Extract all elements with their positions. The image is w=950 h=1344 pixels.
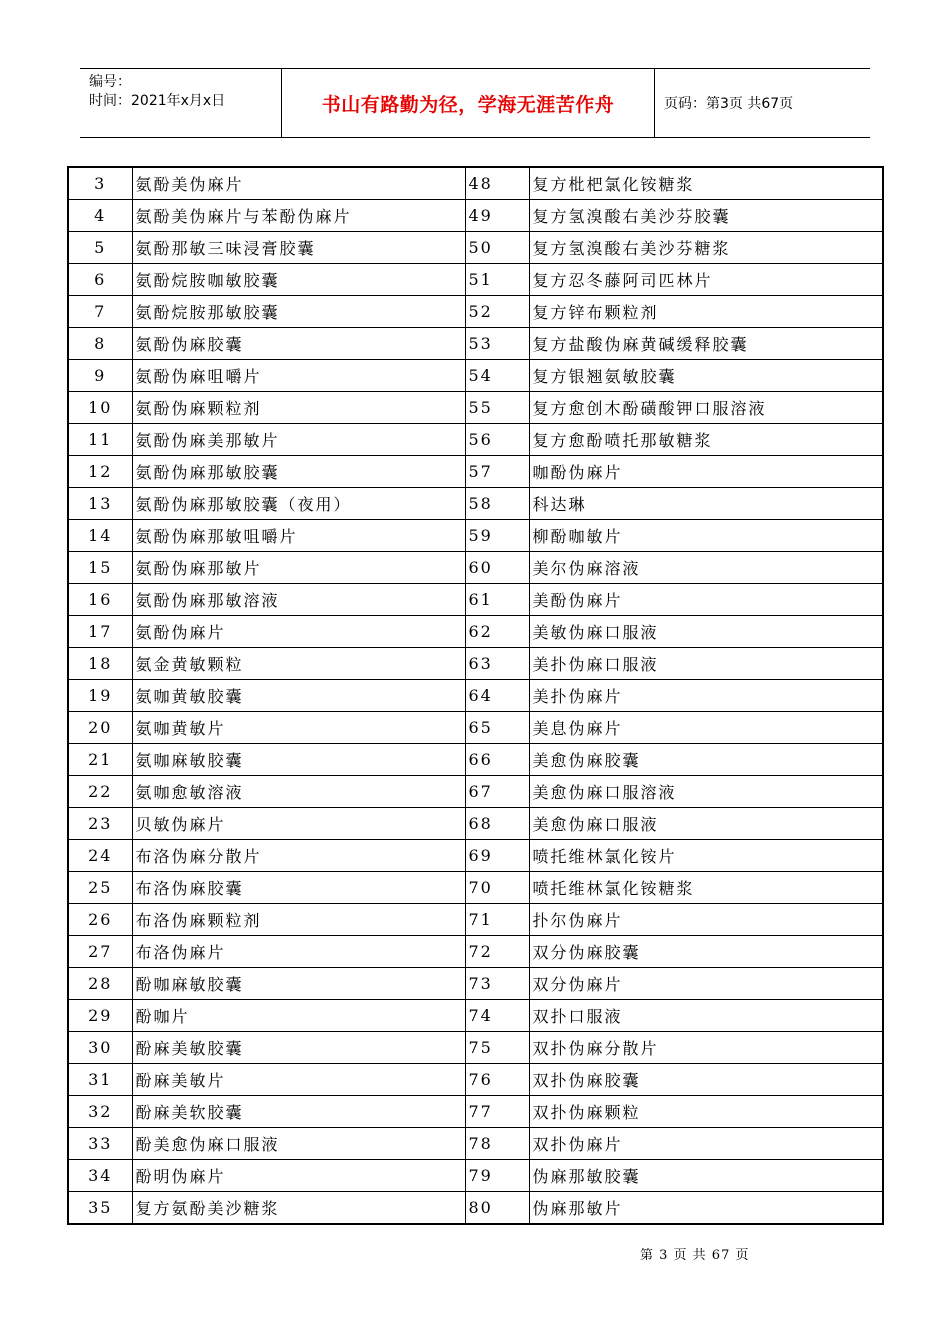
table-row (68, 648, 883, 680)
drug-name-right: 复方愈创木酚磺酸钾口服溶液 (529, 392, 883, 424)
row-number-right: 57 (465, 456, 529, 488)
table-body (68, 167, 883, 1224)
drug-name-left: 氨酚伪麻那敏溶液 (132, 584, 465, 616)
drug-list-table (67, 166, 884, 1225)
table-row (68, 1064, 883, 1096)
drug-name-left: 氨酚伪麻美那敏片 (132, 424, 465, 456)
row-number-right: 62 (465, 616, 529, 648)
table-row (68, 680, 883, 712)
row-number-right: 73 (465, 968, 529, 1000)
table-row (68, 712, 883, 744)
drug-name-left: 酚明伪麻片 (132, 1160, 465, 1192)
drug-name-right: 双扑伪麻分散片 (529, 1032, 883, 1064)
row-number-right: 74 (465, 1000, 529, 1032)
drug-name-right: 美敏伪麻口服液 (529, 616, 883, 648)
row-number-left: 28 (68, 968, 132, 1000)
drug-name-left: 氨酚伪麻颗粒剂 (132, 392, 465, 424)
drug-name-right: 双分伪麻片 (529, 968, 883, 1000)
drug-name-right: 复方氢溴酸右美沙芬糖浆 (529, 232, 883, 264)
drug-name-right: 复方银翘氨敏胶囊 (529, 360, 883, 392)
row-number-left: 11 (68, 424, 132, 456)
table-row (68, 584, 883, 616)
row-number-right: 48 (465, 167, 529, 200)
row-number-left: 17 (68, 616, 132, 648)
row-number-left: 31 (68, 1064, 132, 1096)
row-number-right: 60 (465, 552, 529, 584)
drug-name-right: 美扑伪麻口服液 (529, 648, 883, 680)
drug-name-right: 美愈伪麻胶囊 (529, 744, 883, 776)
drug-name-right: 喷托维林氯化铵糖浆 (529, 872, 883, 904)
table-row (68, 840, 883, 872)
drug-name-right: 美尔伪麻溶液 (529, 552, 883, 584)
drug-name-left: 氨咖麻敏胶囊 (132, 744, 465, 776)
drug-name-left: 酚麻美软胶囊 (132, 1096, 465, 1128)
row-number-left: 4 (68, 200, 132, 232)
table-row (68, 392, 883, 424)
header-page-cell (654, 69, 870, 137)
row-number-right: 54 (465, 360, 529, 392)
table-row (68, 1192, 883, 1225)
table-row (68, 776, 883, 808)
drug-name-left: 酚麻美敏片 (132, 1064, 465, 1096)
drug-name-right: 喷托维林氯化铵片 (529, 840, 883, 872)
drug-name-left: 氨酚烷胺那敏胶囊 (132, 296, 465, 328)
row-number-left: 13 (68, 488, 132, 520)
drug-name-left: 氨酚伪麻那敏咀嚼片 (132, 520, 465, 552)
drug-name-right: 双扑口服液 (529, 1000, 883, 1032)
motto-text: 书山有路勤为径，学海无涯苦作舟 (321, 93, 615, 116)
drug-name-left: 氨酚烷胺咖敏胶囊 (132, 264, 465, 296)
drug-name-left: 氨咖黄敏片 (132, 712, 465, 744)
row-number-right: 63 (465, 648, 529, 680)
row-number-left: 14 (68, 520, 132, 552)
drug-name-right: 双扑伪麻片 (529, 1128, 883, 1160)
drug-name-right: 美愈伪麻口服溶液 (529, 776, 883, 808)
row-number-right: 72 (465, 936, 529, 968)
row-number-left: 3 (68, 167, 132, 200)
row-number-left: 23 (68, 808, 132, 840)
drug-name-left: 氨酚那敏三味浸膏胶囊 (132, 232, 465, 264)
table-row (68, 488, 883, 520)
table-row (68, 1000, 883, 1032)
row-number-right: 67 (465, 776, 529, 808)
row-number-left: 15 (68, 552, 132, 584)
drug-name-right: 美酚伪麻片 (529, 584, 883, 616)
row-number-left: 10 (68, 392, 132, 424)
drug-name-left: 氨酚美伪麻片 (132, 167, 465, 200)
drug-name-left: 酚咖片 (132, 1000, 465, 1032)
drug-name-right: 复方枇杷氯化铵糖浆 (529, 167, 883, 200)
drug-name-right: 科达琳 (529, 488, 883, 520)
drug-name-left: 布洛伪麻分散片 (132, 840, 465, 872)
drug-name-left: 氨酚伪麻片 (132, 616, 465, 648)
row-number-left: 16 (68, 584, 132, 616)
table-row (68, 552, 883, 584)
table-row (68, 904, 883, 936)
row-number-left: 25 (68, 872, 132, 904)
drug-name-left: 酚麻美敏胶囊 (132, 1032, 465, 1064)
table-row (68, 744, 883, 776)
drug-name-left: 酚咖麻敏胶囊 (132, 968, 465, 1000)
row-number-left: 22 (68, 776, 132, 808)
drug-name-right: 复方氢溴酸右美沙芬胶囊 (529, 200, 883, 232)
row-number-right: 61 (465, 584, 529, 616)
row-number-right: 71 (465, 904, 529, 936)
drug-name-right: 双扑伪麻颗粒 (529, 1096, 883, 1128)
drug-name-left: 氨咖黄敏胶囊 (132, 680, 465, 712)
table-row (68, 456, 883, 488)
row-number-left: 9 (68, 360, 132, 392)
drug-name-left: 布洛伪麻片 (132, 936, 465, 968)
page-header (80, 68, 870, 138)
row-number-right: 78 (465, 1128, 529, 1160)
row-number-right: 64 (465, 680, 529, 712)
table-row (68, 616, 883, 648)
row-number-right: 56 (465, 424, 529, 456)
table-row (68, 232, 883, 264)
table-row (68, 167, 883, 200)
row-number-right: 58 (465, 488, 529, 520)
row-number-left: 18 (68, 648, 132, 680)
table-row (68, 1128, 883, 1160)
drug-name-left: 氨咖愈敏溶液 (132, 776, 465, 808)
row-number-left: 20 (68, 712, 132, 744)
drug-name-left: 氨酚伪麻胶囊 (132, 328, 465, 360)
row-number-right: 51 (465, 264, 529, 296)
row-number-left: 33 (68, 1128, 132, 1160)
row-number-left: 5 (68, 232, 132, 264)
row-number-left: 27 (68, 936, 132, 968)
table-row (68, 520, 883, 552)
drug-name-left: 布洛伪麻胶囊 (132, 872, 465, 904)
row-number-left: 8 (68, 328, 132, 360)
table-row (68, 360, 883, 392)
header-meta (80, 69, 281, 137)
row-number-right: 70 (465, 872, 529, 904)
drug-name-right: 伪麻那敏胶囊 (529, 1160, 883, 1192)
row-number-right: 55 (465, 392, 529, 424)
row-number-right: 68 (465, 808, 529, 840)
table-row (68, 424, 883, 456)
row-number-right: 80 (465, 1192, 529, 1225)
page-footer: 第 3 页 共 67 页 (640, 1248, 750, 1263)
row-number-right: 50 (465, 232, 529, 264)
drug-name-right: 扑尔伪麻片 (529, 904, 883, 936)
row-number-right: 69 (465, 840, 529, 872)
table-row (68, 968, 883, 1000)
drug-name-left: 贝敏伪麻片 (132, 808, 465, 840)
row-number-left: 29 (68, 1000, 132, 1032)
row-number-right: 65 (465, 712, 529, 744)
drug-name-right: 复方忍冬藤阿司匹林片 (529, 264, 883, 296)
row-number-left: 35 (68, 1192, 132, 1225)
drug-name-right: 复方愈酚喷托那敏糖浆 (529, 424, 883, 456)
drug-name-left: 氨金黄敏颗粒 (132, 648, 465, 680)
row-number-right: 53 (465, 328, 529, 360)
drug-name-right: 咖酚伪麻片 (529, 456, 883, 488)
row-number-left: 19 (68, 680, 132, 712)
row-number-left: 24 (68, 840, 132, 872)
drug-name-right: 伪麻那敏片 (529, 1192, 883, 1225)
row-number-right: 66 (465, 744, 529, 776)
row-number-left: 32 (68, 1096, 132, 1128)
drug-name-left: 氨酚伪麻那敏胶囊（夜用） (132, 488, 465, 520)
row-number-right: 77 (465, 1096, 529, 1128)
drug-name-right: 双扑伪麻胶囊 (529, 1064, 883, 1096)
row-number-left: 6 (68, 264, 132, 296)
table-row (68, 936, 883, 968)
row-number-right: 75 (465, 1032, 529, 1064)
row-number-left: 7 (68, 296, 132, 328)
row-number-right: 52 (465, 296, 529, 328)
row-number-left: 30 (68, 1032, 132, 1064)
table-row (68, 200, 883, 232)
drug-name-right: 复方盐酸伪麻黄碱缓释胶囊 (529, 328, 883, 360)
drug-name-left: 氨酚伪麻咀嚼片 (132, 360, 465, 392)
drug-name-right: 美息伪麻片 (529, 712, 883, 744)
drug-name-right: 复方锌布颗粒剂 (529, 296, 883, 328)
page-info: 页码：第3页 共67页 (664, 96, 794, 112)
row-number-left: 21 (68, 744, 132, 776)
table-row (68, 1032, 883, 1064)
table-row (68, 808, 883, 840)
row-number-right: 49 (465, 200, 529, 232)
drug-name-left: 复方氨酚美沙糖浆 (132, 1192, 465, 1225)
row-number-left: 12 (68, 456, 132, 488)
drug-name-right: 双分伪麻胶囊 (529, 936, 883, 968)
row-number-left: 34 (68, 1160, 132, 1192)
table-row (68, 296, 883, 328)
table-row (68, 1160, 883, 1192)
table-row (68, 872, 883, 904)
row-number-right: 59 (465, 520, 529, 552)
drug-name-right: 柳酚咖敏片 (529, 520, 883, 552)
code-label: 编号： (89, 74, 131, 90)
table-row (68, 1096, 883, 1128)
drug-name-left: 酚美愈伪麻口服液 (132, 1128, 465, 1160)
drug-name-left: 氨酚伪麻那敏片 (132, 552, 465, 584)
table-row (68, 264, 883, 296)
row-number-left: 26 (68, 904, 132, 936)
table-row (68, 328, 883, 360)
drug-name-left: 氨酚美伪麻片与苯酚伪麻片 (132, 200, 465, 232)
drug-name-left: 布洛伪麻颗粒剂 (132, 904, 465, 936)
date-line: 时间：2021年x月x日 (89, 93, 226, 109)
header-motto-cell (281, 69, 655, 137)
drug-name-right: 美愈伪麻口服液 (529, 808, 883, 840)
drug-name-right: 美扑伪麻片 (529, 680, 883, 712)
drug-name-left: 氨酚伪麻那敏胶囊 (132, 456, 465, 488)
row-number-right: 76 (465, 1064, 529, 1096)
row-number-right: 79 (465, 1160, 529, 1192)
